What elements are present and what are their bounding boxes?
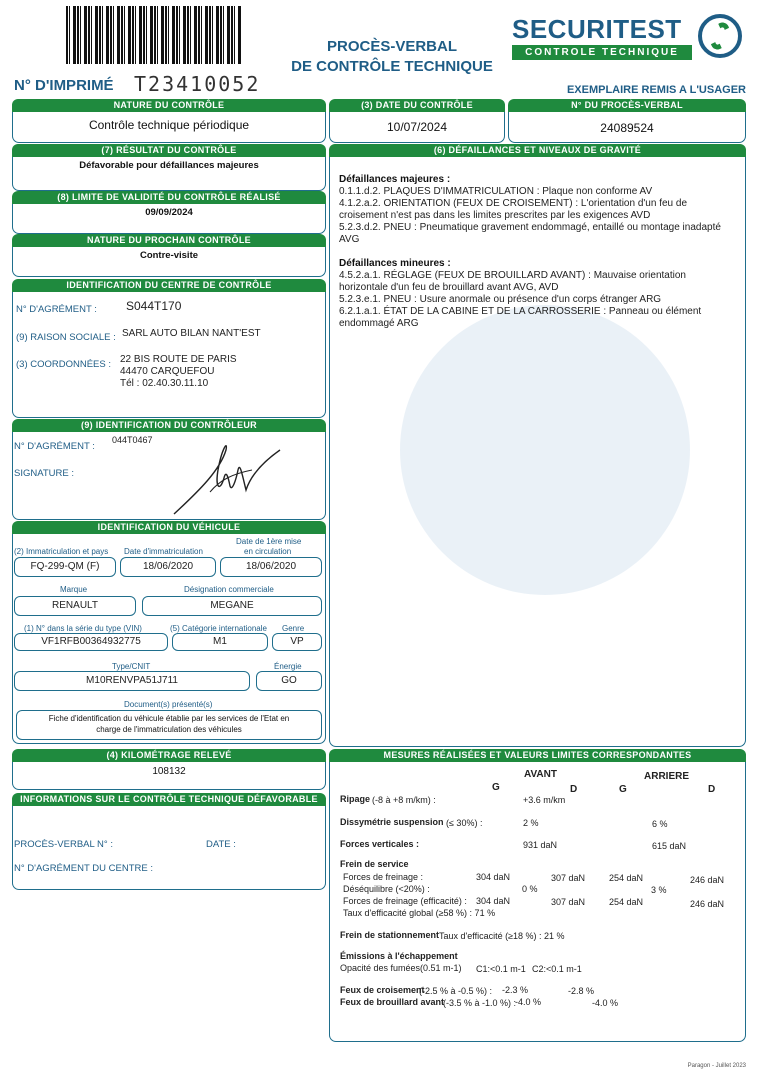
centre-raison-label: (9) RAISON SOCIALE : (16, 332, 116, 343)
fr-arg: 254 daN (609, 873, 644, 883)
footer-note: Paragon - Juillet 2023 (687, 1063, 746, 1069)
forces-av: 931 daN (523, 840, 558, 850)
categorie-value: M1 (172, 633, 268, 651)
deseq-av: 0 % (522, 884, 538, 894)
dissym-label: Dissymétrie suspension (340, 817, 444, 827)
km-value: 108132 (152, 766, 186, 777)
type-label: Type/CNIT (112, 662, 151, 671)
designation-value: MEGANE (142, 596, 322, 616)
mineures-title: Défaillances mineures : (339, 258, 451, 269)
emissions-label: Émissions à l'échappement (340, 951, 458, 961)
defaillances-header: (6) DÉFAILLANCES ET NIVEAUX DE GRAVITÉ (329, 144, 746, 157)
majeure-line: croisement n'est pas dans les limites prescrites par les exigences AVD (339, 210, 651, 221)
resultat-header: (7) RÉSULTAT DU CONTRÔLE (12, 144, 326, 157)
imprime-label: N° D'IMPRIMÉ (14, 77, 114, 94)
barcode (66, 6, 242, 64)
mesures-avant-g: G (492, 782, 500, 793)
controller-signature (160, 430, 290, 520)
ripage-label: Ripage (340, 794, 371, 804)
taux-global: Taux d'efficacité global (≥58 %) : 71 % (343, 908, 496, 918)
majeure-line: 4.1.2.a.2. ORIENTATION (FEUX DE CROISEMENT) : L'orientation d'un feu de (339, 198, 688, 209)
mineure-line: 6.2.1.a.1. ÉTAT DE LA CABINE ET DE LA CARROSSERIE : Panneau ou élément (339, 306, 702, 317)
centre-raison-value: SARL AUTO BILAN NANT'EST (122, 328, 261, 339)
stationnement-label: Frein de stationnement (340, 930, 440, 940)
opacite-label: Opacité des fumées(0.51 m-1) (340, 963, 462, 973)
date-header: (3) DATE DU CONTRÔLE (329, 99, 505, 112)
fr-label: Forces de freinage : (343, 872, 424, 882)
forces-label: Forces verticales : (340, 839, 420, 849)
pv-header: N° DU PROCÈS-VERBAL (508, 99, 746, 112)
marque-label: Marque (60, 585, 88, 594)
centre-agrement-label: N° D'AGRÉMENT : (16, 304, 97, 315)
def-agrement-label: N° D'AGRÉMENT DU CENTRE : (14, 863, 153, 874)
croisement-d: -2.8 % (568, 986, 595, 996)
prochain-value: Contre-visite (139, 250, 199, 261)
nature-header: NATURE DU CONTRÔLE (12, 99, 326, 112)
vin-label: (1) N° dans la série du type (VIN) (24, 624, 142, 633)
ripage-limit: (-8 à +8 m/km) : (372, 795, 436, 805)
mineure-line: horizontale d'un feu de brouillard avant AVG, AVD (339, 282, 559, 293)
brand-subtitle: CONTROLE TECHNIQUE (512, 45, 692, 60)
date-immat-value: 18/06/2020 (120, 557, 216, 577)
mesures-avant: AVANT (524, 769, 557, 780)
centre-coord-line2: 44470 CARQUEFOU (120, 366, 215, 377)
centre-coord-line1: 22 BIS ROUTE DE PARIS (120, 354, 237, 365)
fre-avg: 304 daN (476, 896, 511, 906)
km-header: (4) KILOMÉTRAGE RELEVÉ (12, 749, 326, 762)
def-pv-label: PROCÈS-VERBAL N° : (14, 839, 113, 850)
deseq-ar: 3 % (651, 885, 667, 895)
croisement-limit: (-2.5 % à -0.5 %) : (419, 986, 493, 996)
brand-s-icon (698, 14, 742, 58)
date-value: 10/07/2024 (386, 120, 448, 134)
genre-label: Genre (282, 624, 305, 633)
fre-arg: 254 daN (609, 897, 644, 907)
energie-label: Énergie (274, 662, 302, 671)
croisement-g: -2.3 % (502, 985, 529, 995)
controleur-header: (9) IDENTIFICATION DU CONTRÔLEUR (12, 419, 326, 432)
marque-value: RENAULT (14, 596, 136, 616)
prochain-header: NATURE DU PROCHAIN CONTRÔLE (12, 234, 326, 247)
brand-name: SECURITEST (512, 14, 682, 44)
fre-ard: 246 daN (690, 899, 725, 909)
stationnement-value: Taux d'efficacité (≥18 %) : 21 % (439, 931, 565, 941)
resultat-value: Défavorable pour défaillances majeures (79, 160, 259, 171)
docs-label: Document(s) présenté(s) (124, 700, 213, 709)
limite-value: 09/09/2024 (145, 207, 193, 218)
categorie-label: (5) Catégorie internationale (170, 624, 267, 633)
designation-label: Désignation commerciale (184, 585, 274, 594)
type-value: M10RENVPA51J711 (14, 671, 250, 691)
centre-coord-label: (3) COORDONNÉES : (16, 359, 112, 370)
mesures-arriere-d: D (708, 784, 716, 795)
fr-ard: 246 daN (690, 875, 725, 885)
limite-header: (8) LIMITE DE VALIDITÉ DU CONTRÔLE RÉALISÉ (12, 191, 326, 204)
energie-value: GO (256, 671, 322, 691)
mineure-line: endommagé ARG (339, 318, 419, 329)
controleur-agrement-label: N° D'AGRÉMENT : (14, 441, 95, 452)
pv-value: 24089524 (600, 121, 654, 135)
majeure-line: 5.2.3.d.2. PNEU : Pneumatique gravement endommagé, entaillé ou montage inadapté (339, 222, 721, 233)
opacite-c1: C1:<0.1 m-1 (476, 964, 526, 974)
exemplaire-label: EXEMPLAIRE REMIS A L'USAGER (566, 84, 746, 96)
mineure-line: 4.5.2.a.1. RÉGLAGE (FEUX DE BROUILLARD AVANT) : Mauvaise orientation (339, 270, 686, 281)
vehicule-header: IDENTIFICATION DU VÉHICULE (12, 521, 326, 534)
defaillances-box (329, 157, 746, 747)
immat-label: (2) Immatriculation et pays (14, 547, 109, 556)
dissym-limit: (≤ 30%) : (446, 818, 483, 828)
docs-line2: charge de l'immatriculation des véhicules (96, 725, 242, 734)
securitest-logo (508, 14, 748, 64)
mesures-arriere-g: G (619, 784, 627, 795)
centre-agrement-value: S044T170 (126, 299, 182, 313)
vin-value: VF1RFB00364932775 (14, 633, 168, 651)
page-title-line1: PROCÈS-VERBAL (326, 38, 457, 55)
mesures-header: MESURES RÉALISÉES ET VALEURS LIMITES CORRESPONDANTES (329, 749, 746, 762)
fr-avd: 307 daN (551, 873, 586, 883)
date-immat-label: Date d'immatriculation (124, 547, 203, 556)
frein-service-label: Frein de service (340, 859, 409, 869)
date-mise-label2: en circulation (244, 547, 292, 556)
brouillard-label: Feux de brouillard avant (340, 997, 445, 1007)
date-mise-label1: Date de 1ère mise (236, 537, 302, 546)
brouillard-g: -4.0 % (515, 997, 542, 1007)
imprime-value: T23410052 (134, 72, 261, 96)
dissym-ar: 6 % (652, 819, 668, 829)
majeure-line: AVG (339, 234, 360, 245)
mineure-line: 5.2.3.e.1. PNEU : Usure anormale ou présence d'un corps étranger ARG (339, 294, 662, 305)
immat-value: FQ-299-QM (F) (14, 557, 116, 577)
def-date-label: DATE : (206, 839, 236, 850)
majeures-title: Défaillances majeures : (339, 174, 451, 185)
deseq-label: Déséquilibre (<20%) : (343, 884, 430, 894)
mesures-arriere: ARRIERE (644, 771, 690, 782)
controleur-signature-label: SIGNATURE : (14, 468, 74, 479)
docs-line1: Fiche d'identification du véhicule établie par les services de l'Etat en (48, 714, 290, 723)
mesures-avant-d: D (570, 784, 578, 795)
dissym-av: 2 % (523, 818, 539, 828)
fre-label: Forces de freinage (efficacité) : (343, 896, 467, 906)
brouillard-d: -4.0 % (592, 998, 619, 1008)
defavorable-header: INFORMATIONS SUR LE CONTRÔLE TECHNIQUE DÉFAVORABLE (12, 793, 326, 806)
genre-value: VP (272, 633, 322, 651)
brouillard-limit: (-3.5 % à -1.0 %) : (443, 998, 517, 1008)
fr-avg: 304 daN (476, 872, 511, 882)
forces-ar: 615 daN (652, 841, 687, 851)
centre-coord-line3: Tél : 02.40.30.11.10 (120, 378, 209, 389)
date-mise-value: 18/06/2020 (220, 557, 322, 577)
page-title-line2: DE CONTRÔLE TECHNIQUE (291, 58, 493, 75)
nature-value: Contrôle technique périodique (88, 118, 250, 132)
controleur-agrement-value: 044T0467 (112, 435, 153, 445)
centre-header: IDENTIFICATION DU CENTRE DE CONTRÔLE (12, 279, 326, 292)
ripage-value: +3.6 m/km (523, 795, 566, 805)
majeure-line: 0.1.1.d.2. PLAQUES D'IMMATRICULATION : Plaque non conforme AV (339, 186, 653, 197)
fre-avd: 307 daN (551, 897, 586, 907)
opacite-c2: C2:<0.1 m-1 (532, 964, 582, 974)
croisement-label: Feux de croisement (340, 985, 425, 995)
